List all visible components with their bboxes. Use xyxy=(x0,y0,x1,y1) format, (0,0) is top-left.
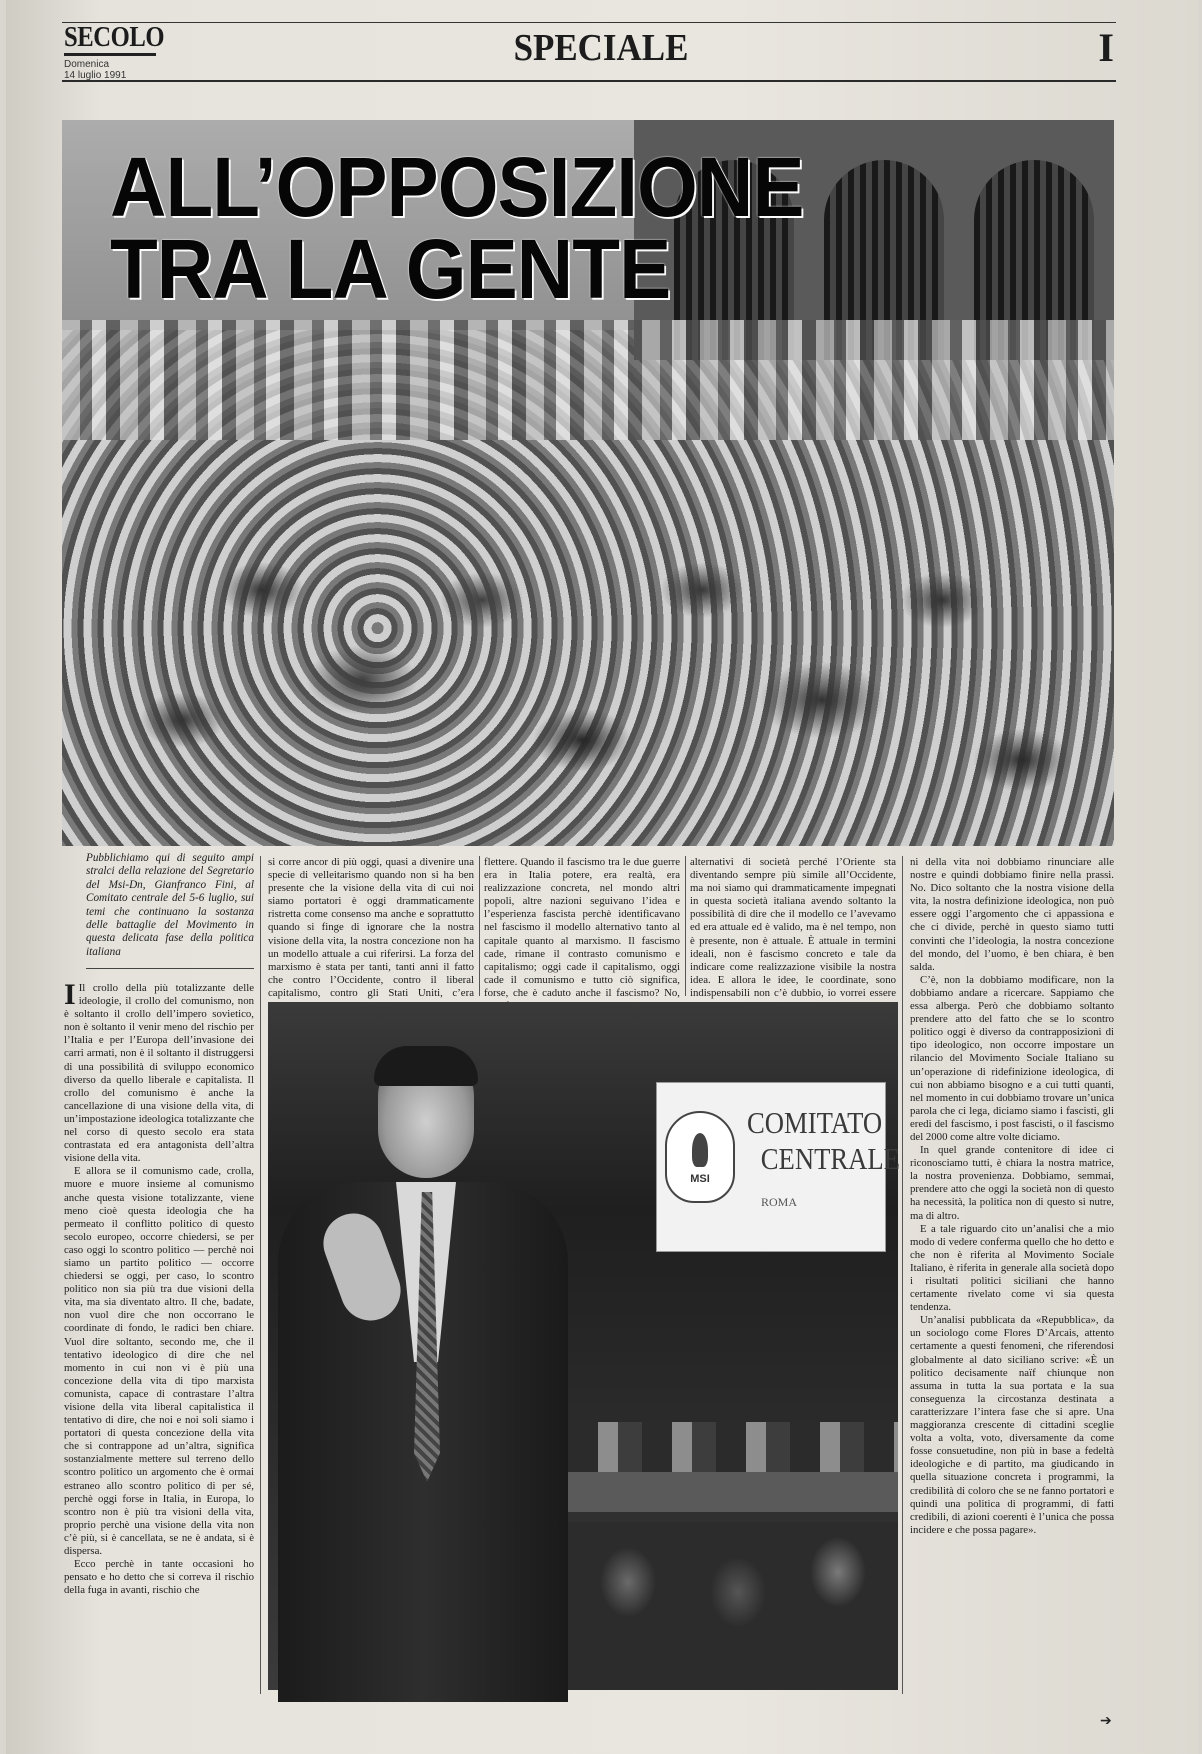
continue-arrow-icon: ➔ xyxy=(1100,1714,1112,1729)
photo-standing-crowd xyxy=(62,320,1114,440)
flame-icon xyxy=(692,1133,708,1167)
article-paragraph: alternativi di società perché l’Oriente sta diventando sempre più simile all’Occidente, ma noi siamo qui drammaticamente impegnati in questa società italiana avendo soltanto la possibilità di dire che il modello ce l’avevamo ed era attuale ed è valido, ma è nel tempo, non è presente, non è attuale. È attuale in termini ideali, non è fascismo concreto e tale da indicare come realizzazione visibile la nostra idea. E allora le idee, le coordinate, sono indispensabili non c’è dubbio, io vorrei essere xyxy=(690,856,896,999)
drop-cap: I xyxy=(64,978,76,1011)
crowd-photo xyxy=(62,120,1114,846)
article-column-4 xyxy=(690,856,896,999)
header-rule xyxy=(62,80,1116,82)
masthead-date: 14 luglio 1991 xyxy=(64,70,127,81)
top-rule xyxy=(62,22,1116,23)
article-paragraph: In quel grande contenitore di idee ci riconosciamo tutti, è chiara la nostra matrice, la nostra provenienza. Dobbiamo, semmai, prendere atto che oggi la società non di questo ha necessità, la politica non di questo si nutre, ma di altro. xyxy=(910,1144,1114,1222)
intro-rule xyxy=(86,968,254,969)
article-paragraph: ni della vita noi dobbiamo rinunciare alle nostre e quindi dobbiamo finire nella prassi. No. Dico soltanto che la nostra visione della vita, la nostra definizione ideologica, non può essere oggi l’argomento che ci appassiona e che ci divide, perchè in questo siamo tutti convinti che l’ideologia, la nostra concezione del mondo, del l’uomo, è ben chiara, è ben salda. xyxy=(910,856,1114,973)
headline-line-1: ALL’OPPOSIZIONE xyxy=(110,140,804,234)
intro-paragraph: Pubblichiamo qui di seguito ampi stralci della relazione del Segretario del Msi-Dn, Gianfranco Fini, al Comitato centrale del 5-6 luglio, sui temi che continuano la sostanza delle battaglie del Movimento in questa delicata fase della politica italiana xyxy=(86,852,254,958)
article-paragraph: Ecco perchè in tante occasioni ho pensato e ho detto che si correva il rischio della fuga in avanti, rischio che xyxy=(64,1558,254,1597)
article-paragraph: Un’analisi pubblicata da «Repubblica», da un sociologo come Flores D’Arcais, attento certamente a questi fenomeni, che riferendosi globalmente al dato siciliano scrive: «È un politico decisamente naïf chiunque non assuma in tutta la sua portata e la sua conseguenza la circostanza destinata a caratterizzare l’intera fase che si apre. Una maggioranza crescente di cittadini sceglie volta a volta, voto, diversamente da come fosse consuetudine, non più in base a fedeltà ideologiche e di partito, ma giudicando in quella situazione concreta i programmi, la credibilità di coloro che se ne fanno portatori e quindi una politica di programmi, di fatti credibili, di azioni coerenti è l’unica che possa incidere e che possa pagare». xyxy=(910,1314,1114,1536)
article-column-5 xyxy=(910,856,1114,1716)
masthead-day: Domenica xyxy=(64,59,110,70)
article-paragraph: E a tale riguardo cito un’analisi che a mio modo di vedere conferma quello che ho detto e che non è riferita al Movimento Sociale Italiano, è riferita in generale alla società dopo i risultati politici siciliani che hanno certamente rivelato come vi sia questa tendenza. xyxy=(910,1222,1114,1314)
article-column-2 xyxy=(268,856,474,999)
headline xyxy=(110,140,804,316)
logo-text: MSI xyxy=(690,1173,710,1185)
column-rule xyxy=(479,856,480,996)
speaker-figure xyxy=(268,1032,548,1690)
banner-line-1: COMITATO xyxy=(747,1105,883,1140)
article-paragraph xyxy=(64,978,254,1165)
column-rule xyxy=(902,856,903,1694)
headline-line-2: TRA LA GENTE xyxy=(110,222,671,316)
column-rule xyxy=(685,856,686,996)
article-paragraph: flettere. Quando il fascismo tra le due guerre era in Italia potere, era realtà, era realizzazione concreta, nel mondo altri popoli, altre nazioni seguivano l’idea e l’esperienza fascista perchè identificavano nel fascismo il modello alternativo tanto al capitale quanto al marxismo. Il fascismo cade, rimane il contrasto comunismo e capitalismo; oggi cade il capitalismo, oggi cade il comunismo e tutto ciò significa, forse, che è caduto anche il fascismo? No, xyxy=(484,856,680,999)
paragraph-text: Il crollo della più totalizzante delle ideologie, il crollo del comunismo, non è soltanto il crollo dell’impero sovietico, non è soltanto il venir meno del rischio per l’Italia e per l’Europa dell’invasione dei carri armati, non è il soltanto il distruggersi di una possibilità di sviluppo economico diverso da quello liberale e capitalista. Il crollo del comunismo è anche la cancellazione di una visione della vita, di un’impostazione ideologica totalizzante che nel corso di questo secolo era stata contrastata ed era antagonista dell’altra visione della vita. xyxy=(64,982,254,1165)
article-column-3 xyxy=(484,856,680,999)
banner-line-2: CENTRALE xyxy=(760,1141,900,1176)
banner-text xyxy=(747,1105,900,1177)
stage xyxy=(568,1472,898,1512)
banner-city: ROMA xyxy=(761,1195,798,1209)
speaker-hair xyxy=(374,1046,478,1086)
article-column-1 xyxy=(64,978,254,1694)
article-paragraph: E allora se il comunismo cade, crolla, muore e muore insieme al comunismo anche questa visione totalizzante, viene meno cioè questa ideologia che ha permeato il conflitto politico di questo secolo europeo, occorre chiedersi, se per caso oggi lo scontro politico — perchè noi siamo un partito politico — occorre chiedersi se oggi, per caso, lo scontro politico non sia più tra due visioni della vita, ma sia diventato altro. Il che, badate, non vuol dire che non occorrano le coordinate di fondo, le radici ben chiare. Vuol dire soltanto, secondo me, che il tentativo ideologico di dire che nel momento in cui non vi è più una concezione della vita di tipo marxista comunista, capace di contrastare l’altra visione della vita liberal capitalistica il tentativo di dire, che noi e noi soli siamo i portatori di questa concezione della vita che si contrappone ad un’altra, significa sostanzialmente mettere sul terreno dello scontro politico un argomento che è ormai estraneo allo scontro politico di per sé, perchè oggi forse in Italia, in Europa, lo scontro non è più tra visioni della vita, proprio perchè una visione della vita non c’è più, si è cancellata, se ne è andata, si è dispersa. xyxy=(64,1165,254,1558)
page-number: I xyxy=(1098,25,1114,70)
section-title: SPECIALE xyxy=(513,27,689,69)
article-paragraph: si corre ancor di più oggi, quasi a divenire una specie di velleitarismo quando non si ha ben presente che la visione della vita di cui noi siamo portatori è oggi drammaticamente ristretta come consenso ma anche e soprattutto quando si finge di ignorare che la nostra visione della vita, la nostra concezione non ha un modello attuale a cui riferirsi. La forza del marxismo è stata per tanti, tanti anni il fatto che contro l’Occidente, contro il liberal capitalismo, contro gli Stati Uniti, c’era xyxy=(268,856,474,999)
presidium-table xyxy=(568,1422,898,1472)
audience xyxy=(568,1522,898,1690)
party-logo xyxy=(665,1111,735,1203)
comitato-centrale-banner xyxy=(656,1082,900,1252)
article-paragraph: C’è, non la dobbiamo modificare, non la dobbiamo andare a ricercare. Sappiamo che essa alberga. Però che dobbiamo soltanto prendere atto del fatto che se lo scontro politico oggi è diverso da contrapposizioni di tipo ideologico, non occorre impostare un rilancio del Movimento Sociale Italiano su un’operazione di ridefinizione ideologica, di cui non abbiamo bisogno e a cui tutti quanti, nel momento in cui dobbiamo trovare un’unica parola che ci lega, diciamo siamo i fascisti, gli eredi del fascismo, i post fascisti, o il fascismo del 2000 come altre volte diciamo. xyxy=(910,973,1114,1143)
column-rule xyxy=(260,856,261,1694)
speaker-photo xyxy=(268,1002,898,1690)
newspaper-name: SECOLO xyxy=(64,22,165,53)
